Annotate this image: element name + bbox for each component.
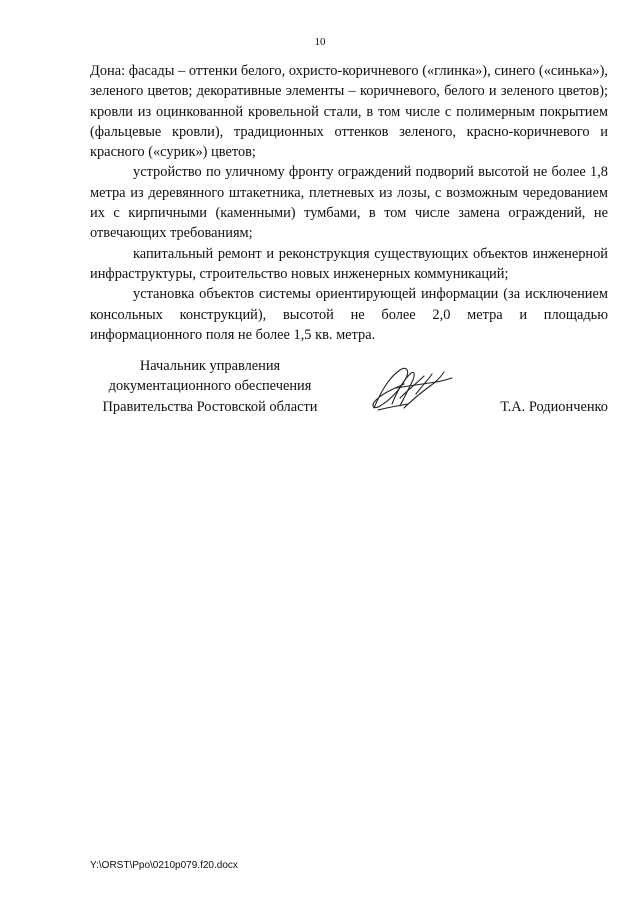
handwritten-signature xyxy=(366,364,458,416)
signatory-name: Т.А. Родионченко xyxy=(500,399,608,415)
signatory-title-line: Начальник управления xyxy=(139,358,281,374)
paragraph-fences: устройство по уличному фронту ограждений подворий высотой не более 1,8 метра из деревянного штакетника, плетневых из лозы, с возможным чередованием их с кирпичными (каменными) тумбами, в том числе замена ограждений, не отвечающих требованиям; xyxy=(90,164,608,242)
page-number: 10 xyxy=(314,36,326,48)
signatory-title-line: документационного обеспечения xyxy=(108,378,312,395)
signatory-title xyxy=(90,356,330,417)
paragraph-signage: установка объектов системы ориентирующей информации (за исключением консольных конструкций), высотой не более 2,0 метра и площадью информационного поля не более 1,5 кв. метра. xyxy=(90,286,608,343)
signatory-title-line: Правительства Ростовской области xyxy=(102,398,318,415)
footer-file-path: Y:\ORST\Ppo\0210p079.f20.docx xyxy=(90,860,238,871)
document-body xyxy=(90,61,608,345)
paragraph-infrastructure: капитальный ремонт и реконструкция существующих объектов инженерной инфраструктуры, строительство новых инженерных коммуникаций; xyxy=(90,245,608,282)
paragraph-facades: Дона: фасады – оттенки белого, охристо-коричневого («глинка»), синего («синька»), зеленого цветов; декоративные элементы – коричневого, белого и зеленого цветов); кровли из оцинкованной кровельной стали, в том числе с полимерным покрытием (фальцевые кровли), традиционных оттенков зеленого, красно-коричневого и красного («сурик») цветов; xyxy=(90,63,608,161)
